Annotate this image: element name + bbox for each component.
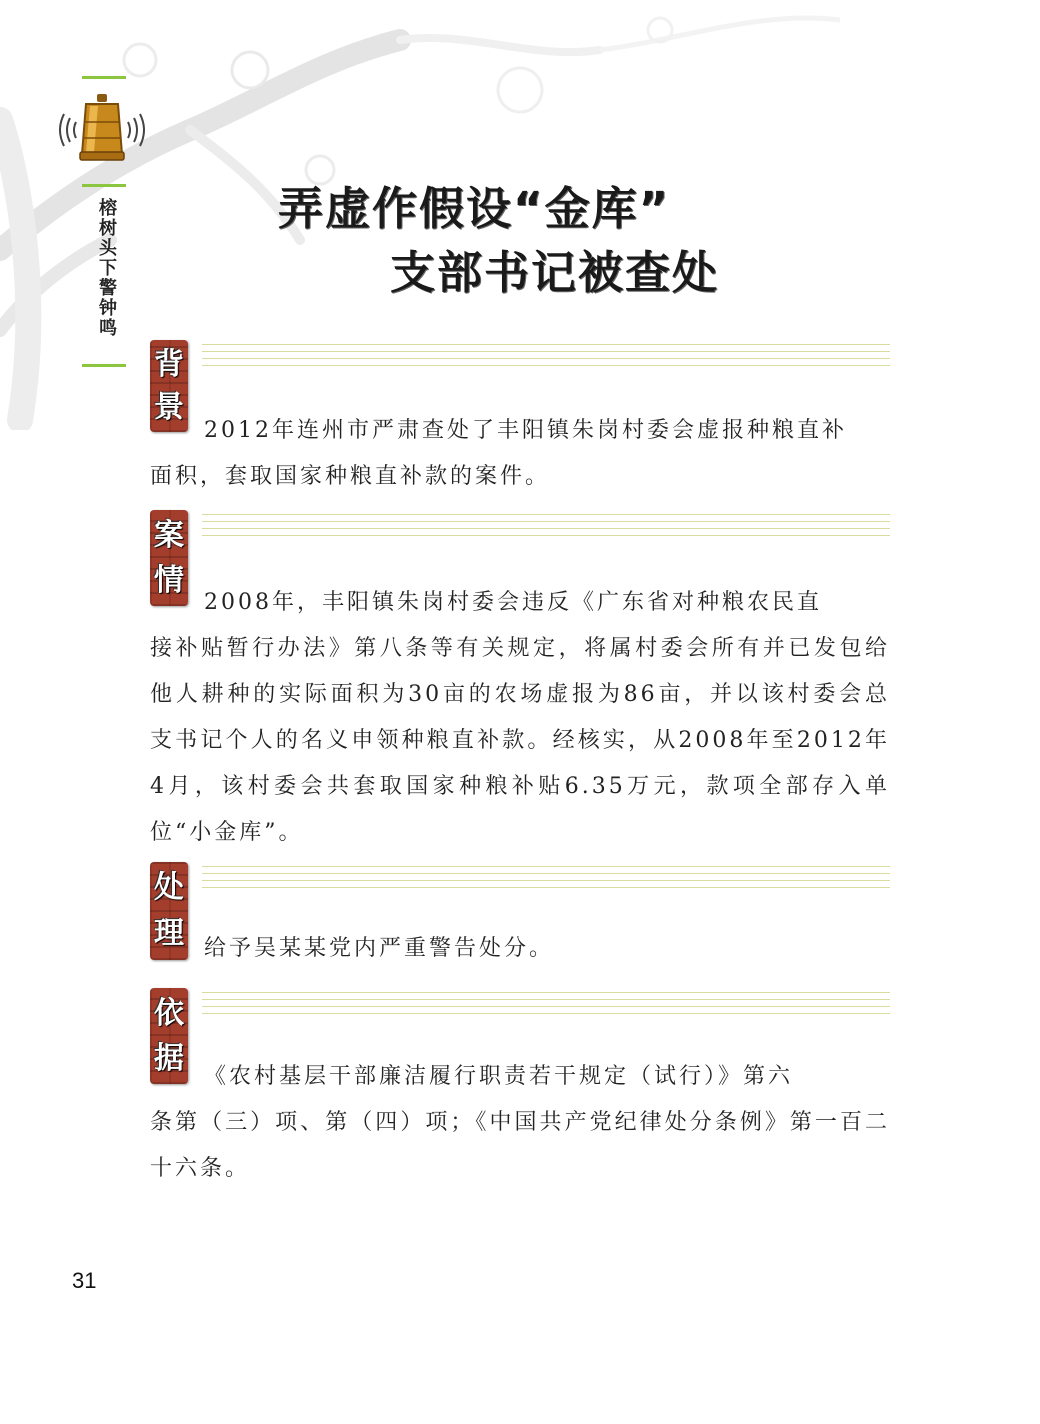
title-line-2: 支部书记被查处: [390, 246, 720, 299]
section-badge: 处 理: [150, 862, 188, 960]
section-badge: 案 情: [150, 510, 188, 606]
side-rule-top: [82, 76, 126, 79]
section-badge: 依 据: [150, 988, 188, 1084]
section-rule-lines: [202, 514, 890, 542]
side-rule-bottom: [82, 364, 126, 367]
bell-icon: [50, 92, 154, 170]
section-text: 2012年连州市严肃查处了丰阳镇朱岗村委会虚报种粮直补 面积，套取国家种粮直补款的案件。: [150, 418, 847, 489]
section-rule-lines: [202, 344, 890, 372]
section-rule-lines: [202, 992, 890, 1020]
title-line-1: 弄虚作假设“金库”: [278, 182, 671, 235]
section-text: 给予吴某某党内严重警告处分。: [204, 936, 555, 961]
section-rule-lines: [202, 866, 890, 894]
section-badge: 背 景: [150, 340, 188, 432]
side-rule-middle: [82, 184, 126, 187]
series-title: 榕树头下警钟鸣: [96, 198, 117, 338]
section-text: 2008年，丰阳镇朱岗村委会违反《广东省对种粮农民直 接补贴暂行办法》第八条等有关规定，将属村委会所有并已发包给他人耕种的实际面积为30亩的农场虚报为86亩，并以该村委会总支书记个人的名义申领种粮直补款。经核实，从2008年至2012年4月，该村委会共套取国家种粮补贴6.35万元，款项全部存入单位“小金库”。: [150, 590, 890, 845]
page-number: 31: [72, 1268, 97, 1293]
section-text: 《农村基层干部廉洁履行职责若干规定（试行）》第六 条第（三）项、第（四）项；《中国共产党纪律处分条例》第一百二十六条。: [150, 1064, 890, 1181]
